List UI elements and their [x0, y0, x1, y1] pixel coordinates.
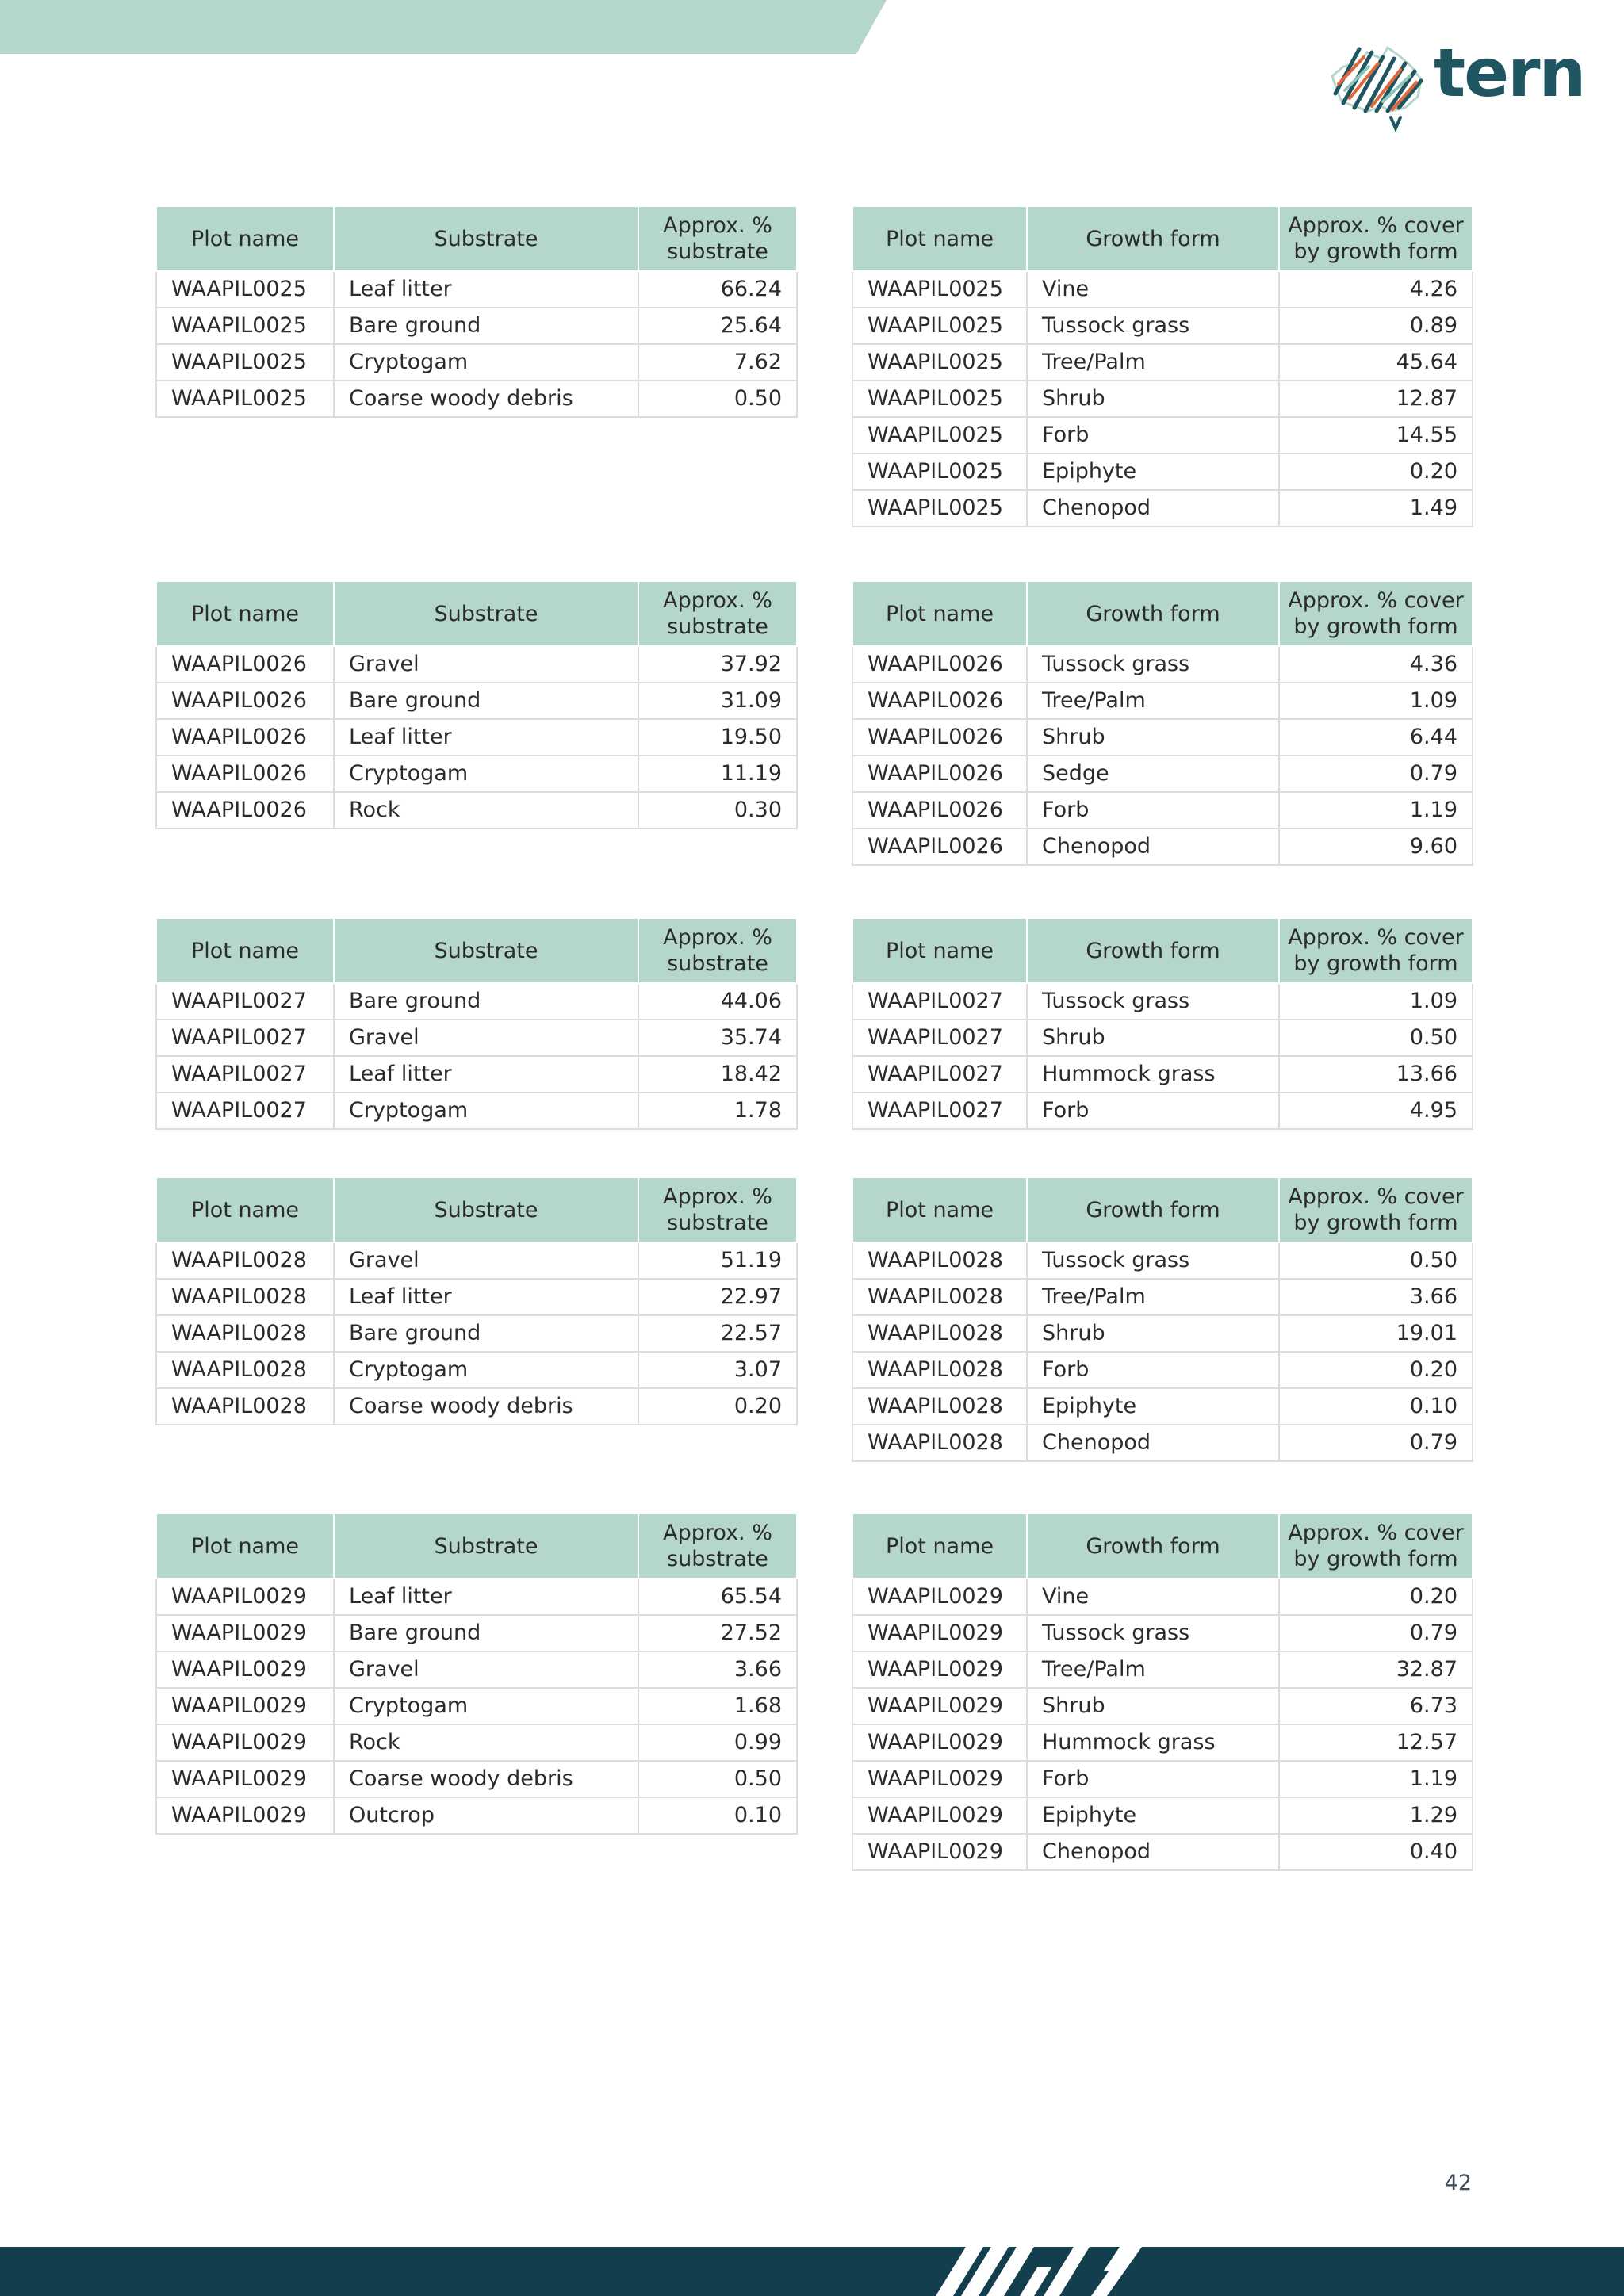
table-row	[852, 1615, 1473, 1651]
cell-growth-form: Hummock grass	[1027, 1724, 1279, 1761]
cell-growth-form: Forb	[1027, 1352, 1279, 1388]
cell-pct-substrate: 27.52	[638, 1615, 797, 1651]
cell-plot-name: WAAPIL0029	[852, 1688, 1027, 1724]
table-row	[156, 1578, 797, 1615]
cell-pct-substrate: 66.24	[638, 271, 797, 308]
table-row	[852, 1578, 1473, 1615]
cell-substrate: Cryptogam	[334, 1093, 638, 1129]
cell-pct-cover: 0.79	[1279, 1425, 1473, 1461]
cell-plot-name: WAAPIL0027	[852, 1056, 1027, 1093]
table-row	[156, 1724, 797, 1761]
col-header-pct-cover: Approx. % cover by growth form	[1279, 581, 1473, 646]
cell-growth-form: Epiphyte	[1027, 453, 1279, 490]
table-row	[156, 719, 797, 756]
table-row	[156, 381, 797, 417]
cell-growth-form: Shrub	[1027, 1020, 1279, 1056]
table-row	[852, 271, 1473, 308]
cell-pct-substrate: 3.07	[638, 1352, 797, 1388]
cell-pct-substrate: 0.99	[638, 1724, 797, 1761]
cell-plot-name: WAAPIL0029	[852, 1578, 1027, 1615]
table-row	[156, 1761, 797, 1797]
cell-pct-cover: 14.55	[1279, 417, 1473, 453]
cell-pct-cover: 4.95	[1279, 1093, 1473, 1129]
table-row	[852, 1834, 1473, 1870]
cell-plot-name: WAAPIL0028	[156, 1315, 334, 1352]
cell-plot-name: WAAPIL0029	[852, 1797, 1027, 1834]
cell-plot-name: WAAPIL0029	[852, 1615, 1027, 1651]
cell-growth-form: Vine	[1027, 1578, 1279, 1615]
table-row	[156, 308, 797, 344]
table-row	[852, 646, 1473, 683]
cell-growth-form: Tree/Palm	[1027, 683, 1279, 719]
cell-pct-substrate: 18.42	[638, 1056, 797, 1093]
table-row	[852, 719, 1473, 756]
cell-pct-substrate: 0.50	[638, 381, 797, 417]
cell-growth-form: Epiphyte	[1027, 1388, 1279, 1425]
col-header-substrate: Substrate	[334, 918, 638, 983]
cell-growth-form: Chenopod	[1027, 490, 1279, 526]
cell-plot-name: WAAPIL0026	[852, 792, 1027, 828]
cell-plot-name: WAAPIL0026	[156, 683, 334, 719]
cell-pct-substrate: 51.19	[638, 1242, 797, 1279]
cell-plot-name: WAAPIL0028	[156, 1388, 334, 1425]
col-header-plot-name: Plot name	[156, 581, 334, 646]
table-row	[156, 1242, 797, 1279]
cell-plot-name: WAAPIL0025	[852, 308, 1027, 344]
table-header-row	[156, 1513, 797, 1578]
table-header-row	[852, 581, 1473, 646]
col-header-substrate: Substrate	[334, 1177, 638, 1242]
col-header-plot-name: Plot name	[156, 1177, 334, 1242]
cell-pct-cover: 6.44	[1279, 719, 1473, 756]
cell-plot-name: WAAPIL0026	[156, 646, 334, 683]
table-row	[852, 1279, 1473, 1315]
col-header-substrate: Substrate	[334, 1513, 638, 1578]
cell-growth-form: Chenopod	[1027, 1834, 1279, 1870]
cell-pct-cover: 6.73	[1279, 1688, 1473, 1724]
cell-substrate: Bare ground	[334, 683, 638, 719]
cell-substrate: Coarse woody debris	[334, 1388, 638, 1425]
cell-pct-substrate: 0.20	[638, 1388, 797, 1425]
table-row	[156, 1797, 797, 1834]
cell-plot-name: WAAPIL0026	[852, 756, 1027, 792]
cell-growth-form: Tussock grass	[1027, 1242, 1279, 1279]
cell-growth-form: Forb	[1027, 792, 1279, 828]
col-header-plot-name: Plot name	[852, 206, 1027, 271]
table-row	[156, 1388, 797, 1425]
cell-substrate: Leaf litter	[334, 1578, 638, 1615]
col-header-plot-name: Plot name	[852, 918, 1027, 983]
col-header-pct-substrate: Approx. % substrate	[638, 206, 797, 271]
cell-pct-substrate: 65.54	[638, 1578, 797, 1615]
cell-plot-name: WAAPIL0027	[156, 1093, 334, 1129]
cell-plot-name: WAAPIL0026	[852, 828, 1027, 865]
table-row	[156, 792, 797, 828]
table-header-row	[852, 206, 1473, 271]
cell-growth-form: Sedge	[1027, 756, 1279, 792]
col-header-pct-cover: Approx. % cover by growth form	[1279, 1513, 1473, 1578]
cell-growth-form: Tussock grass	[1027, 983, 1279, 1020]
cell-plot-name: WAAPIL0028	[852, 1388, 1027, 1425]
cell-pct-cover: 0.50	[1279, 1242, 1473, 1279]
cell-plot-name: WAAPIL0027	[852, 1093, 1027, 1129]
cell-growth-form: Forb	[1027, 417, 1279, 453]
cell-substrate: Gravel	[334, 1242, 638, 1279]
cell-pct-cover: 3.66	[1279, 1279, 1473, 1315]
cell-plot-name: WAAPIL0027	[156, 1056, 334, 1093]
table-row	[852, 308, 1473, 344]
table-row	[852, 1724, 1473, 1761]
cell-pct-substrate: 1.68	[638, 1688, 797, 1724]
cell-pct-substrate: 19.50	[638, 719, 797, 756]
cell-substrate: Rock	[334, 792, 638, 828]
table-row	[852, 344, 1473, 381]
cell-growth-form: Epiphyte	[1027, 1797, 1279, 1834]
cell-plot-name: WAAPIL0025	[852, 271, 1027, 308]
cell-plot-name: WAAPIL0027	[156, 983, 334, 1020]
cell-pct-substrate: 31.09	[638, 683, 797, 719]
growth-form-table	[852, 917, 1473, 1130]
cell-growth-form: Tussock grass	[1027, 1615, 1279, 1651]
cell-growth-form: Tree/Palm	[1027, 344, 1279, 381]
growth-form-table	[852, 1177, 1473, 1462]
cell-plot-name: WAAPIL0029	[156, 1615, 334, 1651]
cell-pct-cover: 13.66	[1279, 1056, 1473, 1093]
cell-pct-cover: 1.29	[1279, 1797, 1473, 1834]
logo-wordmark: tern	[1434, 34, 1585, 112]
table-row	[852, 490, 1473, 526]
cell-plot-name: WAAPIL0025	[852, 453, 1027, 490]
cell-plot-name: WAAPIL0028	[156, 1279, 334, 1315]
cell-plot-name: WAAPIL0025	[852, 490, 1027, 526]
table-header-row	[156, 581, 797, 646]
cell-pct-cover: 0.79	[1279, 756, 1473, 792]
cell-plot-name: WAAPIL0025	[156, 381, 334, 417]
col-header-growth-form: Growth form	[1027, 206, 1279, 271]
cell-pct-cover: 4.26	[1279, 271, 1473, 308]
table-row	[852, 1688, 1473, 1724]
col-header-pct-substrate: Approx. % substrate	[638, 581, 797, 646]
substrate-table	[155, 205, 798, 418]
cell-plot-name: WAAPIL0028	[156, 1352, 334, 1388]
table-row	[156, 1352, 797, 1388]
cell-substrate: Bare ground	[334, 1615, 638, 1651]
cell-pct-substrate: 37.92	[638, 646, 797, 683]
cell-substrate: Bare ground	[334, 1315, 638, 1352]
cell-pct-cover: 0.20	[1279, 1352, 1473, 1388]
cell-growth-form: Shrub	[1027, 1315, 1279, 1352]
table-header-row	[852, 1513, 1473, 1578]
table-row	[156, 1688, 797, 1724]
page-number: 42	[1444, 2171, 1472, 2195]
table-row	[852, 417, 1473, 453]
growth-form-table	[852, 205, 1473, 527]
table-row	[852, 1242, 1473, 1279]
cell-plot-name: WAAPIL0025	[156, 271, 334, 308]
cell-plot-name: WAAPIL0029	[852, 1761, 1027, 1797]
cell-pct-substrate: 0.50	[638, 1761, 797, 1797]
cell-plot-name: WAAPIL0025	[156, 344, 334, 381]
col-header-substrate: Substrate	[334, 206, 638, 271]
table-row	[156, 1279, 797, 1315]
table-row	[852, 381, 1473, 417]
cell-pct-cover: 1.19	[1279, 792, 1473, 828]
cell-pct-substrate: 11.19	[638, 756, 797, 792]
table-row	[156, 756, 797, 792]
col-header-plot-name: Plot name	[852, 581, 1027, 646]
cell-plot-name: WAAPIL0027	[156, 1020, 334, 1056]
cell-pct-substrate: 22.97	[638, 1279, 797, 1315]
cell-pct-cover: 1.19	[1279, 1761, 1473, 1797]
table-row	[852, 1425, 1473, 1461]
cell-pct-cover: 0.79	[1279, 1615, 1473, 1651]
cell-pct-cover: 1.09	[1279, 983, 1473, 1020]
cell-growth-form: Tussock grass	[1027, 308, 1279, 344]
cell-growth-form: Forb	[1027, 1093, 1279, 1129]
table-row	[156, 1093, 797, 1129]
table-header-row	[156, 206, 797, 271]
australia-scribble-icon	[1323, 35, 1434, 138]
cell-plot-name: WAAPIL0026	[852, 719, 1027, 756]
cell-growth-form: Shrub	[1027, 1688, 1279, 1724]
cell-substrate: Gravel	[334, 1651, 638, 1688]
cell-plot-name: WAAPIL0029	[852, 1651, 1027, 1688]
table-row	[156, 983, 797, 1020]
cell-plot-name: WAAPIL0026	[156, 792, 334, 828]
substrate-table	[155, 1177, 798, 1425]
cell-plot-name: WAAPIL0027	[852, 1020, 1027, 1056]
cell-growth-form: Chenopod	[1027, 828, 1279, 865]
substrate-table	[155, 580, 798, 829]
table-row	[852, 1352, 1473, 1388]
col-header-plot-name: Plot name	[852, 1513, 1027, 1578]
cell-substrate: Bare ground	[334, 308, 638, 344]
col-header-pct-cover: Approx. % cover by growth form	[1279, 918, 1473, 983]
cell-growth-form: Tree/Palm	[1027, 1651, 1279, 1688]
cell-plot-name: WAAPIL0028	[852, 1279, 1027, 1315]
table-row	[852, 1093, 1473, 1129]
table-row	[852, 983, 1473, 1020]
cell-substrate: Gravel	[334, 646, 638, 683]
cell-substrate: Leaf litter	[334, 1056, 638, 1093]
table-row	[156, 1651, 797, 1688]
table-row	[156, 1020, 797, 1056]
cell-plot-name: WAAPIL0025	[852, 344, 1027, 381]
cell-plot-name: WAAPIL0027	[852, 983, 1027, 1020]
cell-plot-name: WAAPIL0025	[156, 308, 334, 344]
cell-substrate: Outcrop	[334, 1797, 638, 1834]
table-row	[852, 1020, 1473, 1056]
table-row	[156, 646, 797, 683]
table-row	[852, 756, 1473, 792]
col-header-substrate: Substrate	[334, 581, 638, 646]
cell-growth-form: Vine	[1027, 271, 1279, 308]
footer-band	[0, 2247, 1624, 2296]
cell-plot-name: WAAPIL0028	[852, 1315, 1027, 1352]
table-header-row	[156, 918, 797, 983]
cell-pct-cover: 12.87	[1279, 381, 1473, 417]
col-header-pct-substrate: Approx. % substrate	[638, 1177, 797, 1242]
cell-pct-cover: 9.60	[1279, 828, 1473, 865]
cell-growth-form: Tussock grass	[1027, 646, 1279, 683]
col-header-pct-substrate: Approx. % substrate	[638, 1513, 797, 1578]
cell-plot-name: WAAPIL0029	[852, 1724, 1027, 1761]
cell-substrate: Coarse woody debris	[334, 381, 638, 417]
table-row	[852, 1056, 1473, 1093]
cell-pct-cover: 4.36	[1279, 646, 1473, 683]
cell-substrate: Rock	[334, 1724, 638, 1761]
cell-growth-form: Tree/Palm	[1027, 1279, 1279, 1315]
cell-substrate: Coarse woody debris	[334, 1761, 638, 1797]
cell-pct-substrate: 22.57	[638, 1315, 797, 1352]
cell-growth-form: Shrub	[1027, 381, 1279, 417]
col-header-growth-form: Growth form	[1027, 581, 1279, 646]
cell-growth-form: Chenopod	[1027, 1425, 1279, 1461]
col-header-pct-cover: Approx. % cover by growth form	[1279, 1177, 1473, 1242]
col-header-plot-name: Plot name	[156, 206, 334, 271]
cell-plot-name: WAAPIL0029	[156, 1797, 334, 1834]
cell-pct-cover: 0.10	[1279, 1388, 1473, 1425]
table-row	[156, 683, 797, 719]
table-row	[852, 1651, 1473, 1688]
cell-pct-substrate: 1.78	[638, 1093, 797, 1129]
cell-pct-cover: 0.20	[1279, 1578, 1473, 1615]
col-header-pct-cover: Approx. % cover by growth form	[1279, 206, 1473, 271]
cell-substrate: Cryptogam	[334, 1352, 638, 1388]
cell-pct-cover: 19.01	[1279, 1315, 1473, 1352]
table-row	[852, 1761, 1473, 1797]
cell-pct-substrate: 0.30	[638, 792, 797, 828]
cell-plot-name: WAAPIL0029	[852, 1834, 1027, 1870]
cell-pct-substrate: 44.06	[638, 983, 797, 1020]
cell-growth-form: Shrub	[1027, 719, 1279, 756]
table-row	[156, 344, 797, 381]
cell-substrate: Gravel	[334, 1020, 638, 1056]
cell-plot-name: WAAPIL0028	[156, 1242, 334, 1279]
col-header-plot-name: Plot name	[852, 1177, 1027, 1242]
col-header-growth-form: Growth form	[1027, 918, 1279, 983]
table-row	[852, 453, 1473, 490]
table-row	[852, 1797, 1473, 1834]
table-row	[852, 1315, 1473, 1352]
cell-plot-name: WAAPIL0029	[156, 1578, 334, 1615]
substrate-table	[155, 1513, 798, 1835]
col-header-plot-name: Plot name	[156, 918, 334, 983]
cell-pct-cover: 0.89	[1279, 308, 1473, 344]
table-row	[156, 1615, 797, 1651]
cell-substrate: Leaf litter	[334, 1279, 638, 1315]
cell-substrate: Bare ground	[334, 983, 638, 1020]
table-row	[156, 1315, 797, 1352]
col-header-growth-form: Growth form	[1027, 1513, 1279, 1578]
cell-plot-name: WAAPIL0029	[156, 1688, 334, 1724]
table-row	[852, 1388, 1473, 1425]
cell-pct-cover: 12.57	[1279, 1724, 1473, 1761]
substrate-table	[155, 917, 798, 1130]
table-row	[852, 683, 1473, 719]
cell-pct-cover: 0.40	[1279, 1834, 1473, 1870]
cell-plot-name: WAAPIL0026	[852, 683, 1027, 719]
cell-pct-substrate: 7.62	[638, 344, 797, 381]
cell-plot-name: WAAPIL0026	[852, 646, 1027, 683]
cell-pct-cover: 0.20	[1279, 453, 1473, 490]
cell-plot-name: WAAPIL0025	[852, 381, 1027, 417]
cell-plot-name: WAAPIL0029	[156, 1761, 334, 1797]
growth-form-table	[852, 1513, 1473, 1871]
cell-pct-cover: 0.50	[1279, 1020, 1473, 1056]
cell-growth-form: Hummock grass	[1027, 1056, 1279, 1093]
cell-pct-substrate: 3.66	[638, 1651, 797, 1688]
cell-plot-name: WAAPIL0028	[852, 1352, 1027, 1388]
cell-pct-cover: 1.49	[1279, 490, 1473, 526]
table-header-row	[156, 1177, 797, 1242]
table-row	[156, 1056, 797, 1093]
cell-growth-form: Forb	[1027, 1761, 1279, 1797]
table-header-row	[852, 918, 1473, 983]
growth-form-table	[852, 580, 1473, 866]
table-header-row	[852, 1177, 1473, 1242]
cell-substrate: Leaf litter	[334, 271, 638, 308]
cell-plot-name: WAAPIL0025	[852, 417, 1027, 453]
cell-pct-cover: 1.09	[1279, 683, 1473, 719]
col-header-growth-form: Growth form	[1027, 1177, 1279, 1242]
cell-plot-name: WAAPIL0029	[156, 1724, 334, 1761]
cell-pct-substrate: 35.74	[638, 1020, 797, 1056]
cell-pct-cover: 45.64	[1279, 344, 1473, 381]
cell-pct-substrate: 25.64	[638, 308, 797, 344]
cell-substrate: Cryptogam	[334, 756, 638, 792]
cell-substrate: Leaf litter	[334, 719, 638, 756]
tern-logo	[1323, 34, 1585, 138]
cell-substrate: Cryptogam	[334, 1688, 638, 1724]
cell-pct-substrate: 0.10	[638, 1797, 797, 1834]
cell-plot-name: WAAPIL0028	[852, 1242, 1027, 1279]
cell-plot-name: WAAPIL0028	[852, 1425, 1027, 1461]
cell-plot-name: WAAPIL0026	[156, 719, 334, 756]
col-header-pct-substrate: Approx. % substrate	[638, 918, 797, 983]
table-row	[156, 271, 797, 308]
cell-plot-name: WAAPIL0026	[156, 756, 334, 792]
cell-plot-name: WAAPIL0029	[156, 1651, 334, 1688]
cell-substrate: Cryptogam	[334, 344, 638, 381]
table-row	[852, 828, 1473, 865]
table-row	[852, 792, 1473, 828]
cell-pct-cover: 32.87	[1279, 1651, 1473, 1688]
col-header-plot-name: Plot name	[156, 1513, 334, 1578]
